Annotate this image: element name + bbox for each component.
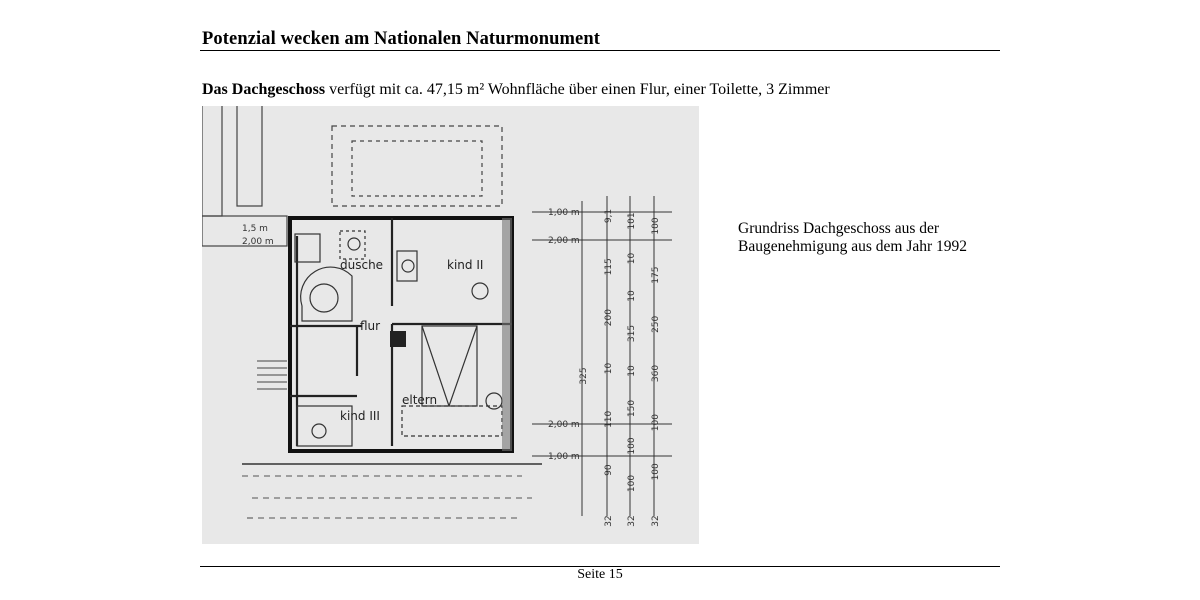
dimension-label: 360 [651,364,661,383]
room-label-dusche: dusche [340,258,384,272]
note-2: 2,00 m [242,237,274,247]
dimension-label: 200 [604,309,614,327]
note-3: 1,00 m [548,208,580,218]
room-label-kind-ii: kind II [447,258,484,272]
dimension-label: 175 [651,266,661,284]
note-6: 1,00 m [548,452,580,462]
header-rule [200,50,1000,51]
page-title: Potenzial wecken am Nationalen Naturmonument [202,29,601,49]
dimension-label: 250 [651,315,661,333]
dimension-label: 100 [627,474,637,493]
dimension-label: 100 [651,414,661,432]
dimension-label: 101 [627,212,637,230]
dimension-label: 9,1 [604,208,614,224]
dimension-label: 32 [651,515,661,527]
dimension-label: 10 [627,365,637,377]
dimension-label: 315 [627,324,637,343]
intro-paragraph [202,81,830,99]
dimension-label: 32 [604,515,614,527]
note-5: 2,00 m [548,420,580,430]
dimension-label: 32 [627,515,637,527]
room-label-kind-iii: kind III [340,409,380,423]
dimension-label: 110 [604,410,614,428]
dimension-label: 150 [627,399,637,418]
note-4: 2,00 m [548,236,580,246]
page-number: Seite 15 [577,567,623,582]
floorplan-image [202,106,699,544]
dimension-label: 100 [651,217,661,235]
dimension-label: 10 [627,252,637,265]
dimension-label: 325 [579,367,589,385]
room-label-flur: flur [360,319,381,333]
dimension-label: 10 [627,290,637,302]
floorplan-caption [738,220,998,256]
dimension-label: 100 [627,437,637,455]
dimension-label: 100 [651,463,661,481]
caption-line-2: Baugenehmigung aus dem Jahr 1992 [738,238,968,255]
caption-line-1: Grundriss Dachgeschoss aus der [738,220,940,237]
intro-bold: Das Dachgeschoss [202,81,326,98]
room-label-eltern: eltern [402,393,438,407]
note-1: 1,5 m [242,224,268,234]
dimension-label: 10 [604,362,614,375]
floorplan-drawing [202,106,699,544]
dimension-label: 90 [604,464,614,476]
intro-text: verfügt mit ca. 47,15 m² Wohnfläche über einen Flur, einer Toilette, 3 Zimmer [325,81,830,98]
dimension-label: 115 [604,258,614,276]
